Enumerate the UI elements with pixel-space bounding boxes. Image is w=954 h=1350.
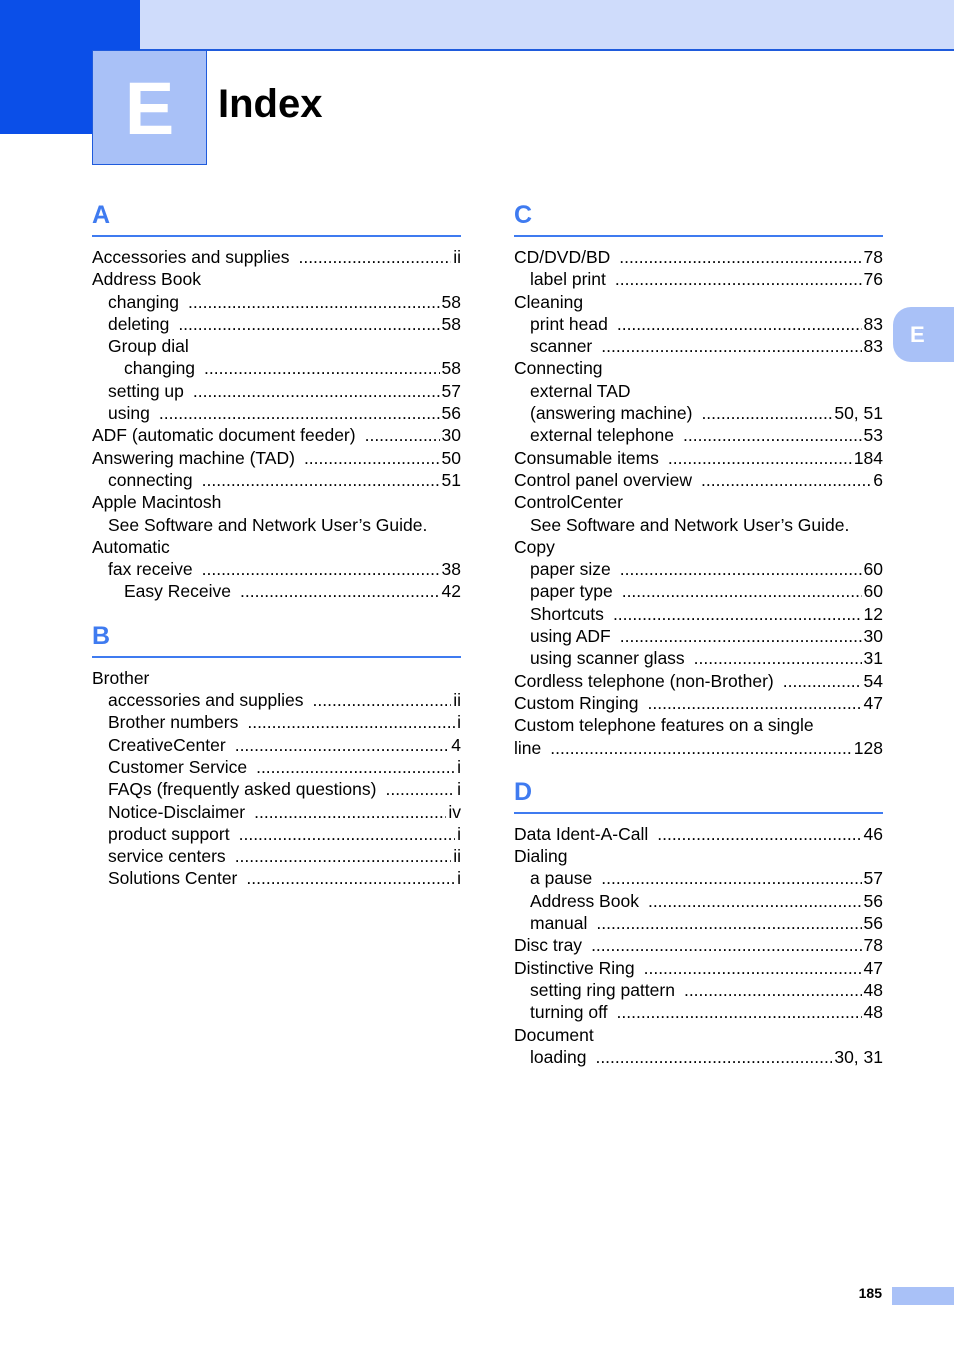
entry-term: Dialing — [514, 846, 568, 867]
entry-page-ref[interactable]: 184 — [853, 447, 883, 468]
entry-term: external TAD — [530, 380, 631, 401]
entry-term: Address Book — [92, 269, 201, 290]
footer-bar — [892, 1287, 954, 1305]
entry-page-ref[interactable]: ii — [453, 846, 461, 867]
entry-term: Custom Ringing — [514, 692, 639, 713]
index-section — [514, 773, 883, 1068]
entry-page-ref[interactable]: 57 — [863, 868, 883, 889]
dot-leader — [683, 424, 862, 446]
index-entry — [514, 625, 883, 647]
entry-term: (answering machine) — [530, 403, 693, 424]
dot-leader — [701, 469, 871, 491]
dot-leader — [783, 670, 862, 692]
entry-term: FAQs (frequently asked questions) — [108, 779, 377, 800]
entry-page-ref[interactable]: 48 — [863, 979, 883, 1000]
index-entry — [514, 514, 883, 536]
entry-term: changing — [108, 291, 180, 312]
entry-page-ref[interactable]: 47 — [863, 692, 883, 713]
index-entry — [514, 890, 883, 912]
index-entry — [514, 380, 883, 402]
entry-page-ref[interactable]: 4 — [451, 734, 461, 755]
chapter-letter-box: E — [92, 50, 207, 165]
index-entry — [514, 845, 883, 867]
entry-term: CreativeCenter — [108, 734, 226, 755]
dot-leader — [617, 1001, 862, 1023]
index-entry — [92, 867, 461, 889]
entry-term: print head — [530, 313, 608, 334]
dot-leader — [240, 580, 440, 602]
entry-term: Connecting — [514, 358, 603, 379]
entry-page-ref[interactable]: 56 — [863, 913, 883, 934]
index-entry — [514, 737, 883, 759]
index-entry — [514, 1001, 883, 1023]
entry-page-ref[interactable]: 47 — [863, 957, 883, 978]
entry-page-ref[interactable]: 46 — [863, 823, 883, 844]
dot-leader — [601, 335, 861, 357]
index-entry — [92, 268, 461, 290]
entry-term: Brother — [92, 667, 150, 688]
page-title: Index — [218, 82, 323, 126]
dot-leader — [239, 823, 456, 845]
section-letter: A — [92, 196, 461, 237]
index-entry — [92, 357, 461, 379]
index-entry — [514, 536, 883, 558]
entry-term: Cleaning — [514, 291, 584, 312]
entry-term: Brother numbers — [108, 712, 239, 733]
entry-page-ref[interactable]: 83 — [863, 336, 883, 357]
entry-term: connecting — [108, 469, 193, 490]
entry-page-ref[interactable]: 57 — [441, 380, 461, 401]
dot-leader — [591, 934, 861, 956]
entry-term: scanner — [530, 336, 593, 357]
entry-term: paper type — [530, 581, 613, 602]
entry-term: Distinctive Ring — [514, 957, 635, 978]
index-entry — [514, 714, 883, 736]
section-letter: D — [514, 773, 883, 814]
dot-leader — [365, 424, 440, 446]
index-entry — [514, 313, 883, 335]
entry-page-ref[interactable]: i — [457, 712, 461, 733]
index-entry — [514, 246, 883, 268]
index-entry — [514, 424, 883, 446]
index-entry — [92, 491, 461, 513]
entry-term: See Software and Network User’s Guide. — [108, 514, 428, 535]
entry-term: turning off — [530, 1002, 608, 1023]
dot-leader — [596, 912, 861, 934]
dot-leader — [620, 625, 862, 647]
entry-term: using scanner glass — [530, 648, 685, 669]
section-letter: C — [514, 196, 883, 237]
entry-term: Address Book — [530, 890, 639, 911]
chapter-side-tab[interactable]: E — [893, 307, 954, 362]
index-entry — [514, 447, 883, 469]
dot-leader — [385, 778, 455, 800]
entry-page-ref[interactable]: i — [457, 779, 461, 800]
index-entry — [92, 514, 461, 536]
header-band — [140, 0, 954, 51]
index-entry — [514, 647, 883, 669]
entry-term: accessories and supplies — [108, 690, 304, 711]
index-entry — [92, 313, 461, 335]
index-entry — [92, 689, 461, 711]
entry-page-ref[interactable]: 60 — [863, 559, 883, 580]
entry-page-ref[interactable]: i — [457, 868, 461, 889]
entry-term: Control panel overview — [514, 469, 693, 490]
index-entry — [514, 979, 883, 1001]
entry-term: Group dial — [108, 336, 189, 357]
index-entry — [92, 536, 461, 558]
entry-term: Disc tray — [514, 935, 583, 956]
dot-leader — [298, 246, 451, 268]
index-entry — [92, 246, 461, 268]
index-entry — [514, 867, 883, 889]
entry-page-ref[interactable]: iv — [448, 801, 461, 822]
dot-leader — [694, 647, 862, 669]
index-entry — [514, 402, 883, 424]
index-entry — [514, 491, 883, 513]
entry-page-ref[interactable]: 128 — [853, 737, 883, 758]
index-entry — [92, 778, 461, 800]
entry-term: Customer Service — [108, 756, 248, 777]
entry-term: ADF (automatic document feeder) — [92, 425, 356, 446]
dot-leader — [622, 580, 862, 602]
dot-leader — [178, 313, 439, 335]
index-entry — [92, 580, 461, 602]
entry-page-ref[interactable]: ii — [453, 247, 461, 267]
entry-page-ref[interactable]: 58 — [441, 313, 461, 334]
dot-leader — [254, 801, 446, 823]
entry-page-ref[interactable]: 51 — [441, 469, 461, 490]
entry-page-ref[interactable]: 54 — [863, 670, 883, 691]
dot-leader — [648, 692, 862, 714]
entry-term: external telephone — [530, 425, 674, 446]
entry-term: a pause — [530, 868, 593, 889]
index-entry — [514, 912, 883, 934]
dot-leader — [701, 402, 832, 424]
index-entry — [92, 424, 461, 446]
index-entry — [514, 670, 883, 692]
dot-leader — [613, 603, 862, 625]
entry-term: Solutions Center — [108, 868, 238, 889]
entry-term: Document — [514, 1024, 594, 1045]
index-entry — [92, 558, 461, 580]
dot-leader — [202, 558, 440, 580]
page-number: 185 — [858, 1285, 882, 1301]
entry-term: Cordless telephone (non-Brother) — [514, 670, 774, 691]
index-entry — [514, 558, 883, 580]
dot-leader — [615, 268, 862, 290]
index-entry — [92, 469, 461, 491]
index-entry — [514, 934, 883, 956]
index-entry — [92, 380, 461, 402]
entry-term: label print — [530, 269, 606, 290]
dot-leader — [235, 845, 452, 867]
entry-page-ref[interactable]: 78 — [863, 935, 883, 956]
index-entry — [92, 291, 461, 313]
dot-leader — [648, 890, 862, 912]
entry-term: deleting — [108, 313, 170, 334]
entry-page-ref[interactable]: 31 — [863, 648, 883, 669]
entry-term: Apple Macintosh — [92, 492, 222, 513]
entry-term: Consumable items — [514, 447, 659, 468]
index-entry — [514, 469, 883, 491]
dot-leader — [684, 979, 862, 1001]
index-column-right — [514, 196, 883, 1082]
dot-leader — [601, 867, 861, 889]
entry-term: service centers — [108, 846, 226, 867]
index-entry — [514, 268, 883, 290]
entry-page-ref[interactable]: 48 — [863, 1002, 883, 1023]
dot-leader — [246, 867, 455, 889]
entry-term: manual — [530, 913, 588, 934]
entry-term: See Software and Network User’s Guide. — [530, 514, 850, 535]
entry-page-ref[interactable]: 30 — [441, 425, 461, 446]
dot-leader — [247, 711, 455, 733]
entry-term: Answering machine (TAD) — [92, 447, 295, 468]
index-entry — [92, 801, 461, 823]
entry-page-ref[interactable]: 56 — [441, 403, 461, 424]
entry-page-ref[interactable]: 12 — [863, 603, 883, 624]
entry-term: line — [514, 737, 542, 758]
dot-leader — [644, 957, 862, 979]
index-entry — [92, 734, 461, 756]
dot-leader — [188, 291, 439, 313]
index-entry — [514, 1024, 883, 1046]
entry-page-ref[interactable]: 78 — [863, 247, 883, 267]
dot-leader — [202, 469, 440, 491]
entry-term: using ADF — [530, 626, 611, 647]
dot-leader — [256, 756, 455, 778]
index-column-left — [92, 196, 461, 904]
dot-leader — [595, 1046, 832, 1068]
dot-leader — [657, 823, 861, 845]
dot-leader — [668, 447, 852, 469]
dot-leader — [620, 558, 862, 580]
index-entry — [514, 823, 883, 845]
entry-term: Custom telephone features on a single — [514, 715, 814, 736]
entry-page-ref[interactable]: 6 — [873, 469, 883, 490]
entry-term: Shortcuts — [530, 603, 604, 624]
entry-term: Copy — [514, 536, 555, 557]
entry-term: changing — [124, 358, 196, 379]
dot-leader — [235, 734, 450, 756]
entry-page-ref[interactable]: 58 — [441, 358, 461, 379]
dot-leader — [313, 689, 452, 711]
index-entry — [514, 580, 883, 602]
entry-term: setting up — [108, 380, 184, 401]
entry-page-ref[interactable]: 38 — [441, 559, 461, 580]
entry-term: Notice-Disclaimer — [108, 801, 246, 822]
index-entry — [92, 335, 461, 357]
index-entry — [92, 823, 461, 845]
index-section — [92, 196, 461, 603]
entry-page-ref[interactable]: 30 — [863, 626, 883, 647]
index-entry — [92, 845, 461, 867]
entry-term: setting ring pattern — [530, 979, 675, 1000]
entry-term: loading — [530, 1046, 587, 1067]
index-entry — [92, 447, 461, 469]
entry-term: ControlCenter — [514, 492, 623, 513]
entry-term: CD/DVD/BD — [514, 247, 611, 267]
entry-term: product support — [108, 823, 230, 844]
entry-term: using — [108, 403, 150, 424]
entry-page-ref[interactable]: 53 — [863, 425, 883, 446]
index-section — [92, 617, 461, 890]
section-letter: B — [92, 617, 461, 658]
index-entry — [514, 291, 883, 313]
entry-page-ref[interactable]: 50, 51 — [834, 403, 883, 424]
index-section — [514, 196, 883, 759]
index-entry — [92, 711, 461, 733]
entry-page-ref[interactable]: 83 — [863, 313, 883, 334]
entry-term: paper size — [530, 559, 611, 580]
entry-term: fax receive — [108, 559, 193, 580]
entry-term: Easy Receive — [124, 581, 231, 602]
index-entry — [514, 335, 883, 357]
dot-leader — [619, 246, 861, 268]
entry-term: Automatic — [92, 536, 170, 557]
dot-leader — [193, 380, 440, 402]
index-entry — [514, 603, 883, 625]
index-entry — [514, 957, 883, 979]
entry-page-ref[interactable]: 30, 31 — [834, 1046, 883, 1067]
dot-leader — [617, 313, 862, 335]
dot-leader — [304, 447, 440, 469]
entry-term: Accessories and supplies — [92, 247, 290, 267]
entry-page-ref[interactable]: 56 — [863, 890, 883, 911]
entry-page-ref[interactable]: ii — [453, 690, 461, 711]
index-entry — [514, 1046, 883, 1068]
entry-page-ref[interactable]: 42 — [441, 581, 461, 602]
dot-leader — [550, 737, 852, 759]
index-entry — [514, 692, 883, 714]
dot-leader — [159, 402, 440, 424]
index-entry — [92, 756, 461, 778]
entry-page-ref[interactable]: i — [457, 756, 461, 777]
index-entry — [92, 402, 461, 424]
entry-page-ref[interactable]: 58 — [441, 291, 461, 312]
entry-page-ref[interactable]: 60 — [863, 581, 883, 602]
entry-term: Data Ident-A-Call — [514, 823, 649, 844]
entry-page-ref[interactable]: i — [457, 823, 461, 844]
dot-leader — [204, 357, 439, 379]
index-entry — [92, 667, 461, 689]
entry-page-ref[interactable]: 50 — [441, 447, 461, 468]
index-entry — [514, 357, 883, 379]
entry-page-ref[interactable]: 76 — [863, 269, 883, 290]
